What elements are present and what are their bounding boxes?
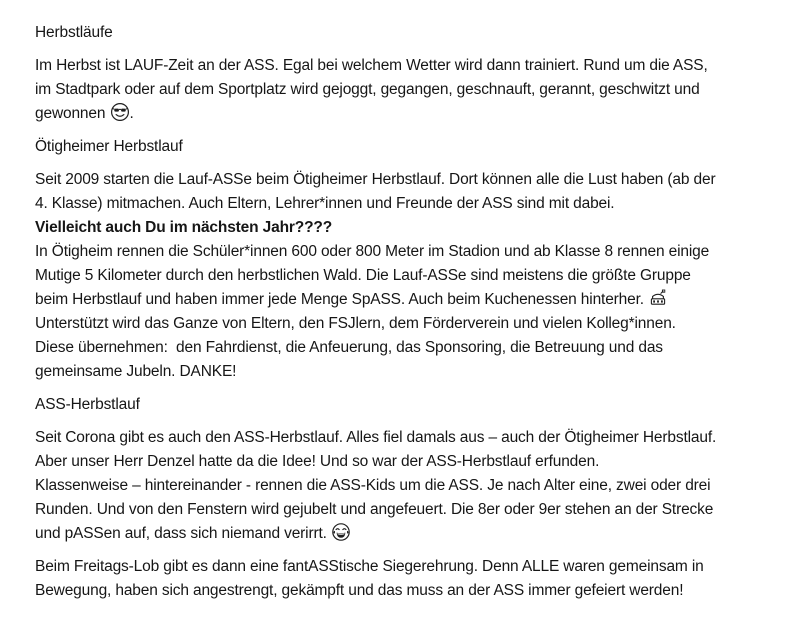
ass-herbstlauf-paragraph bbox=[35, 426, 784, 546]
text-run: im Stadtpark oder auf dem Sportplatz wird gejoggt, gegangen, geschnauft, gerannt, geschwitzt und bbox=[35, 81, 700, 98]
text-line bbox=[35, 102, 784, 126]
text-line bbox=[35, 450, 784, 474]
heading-line bbox=[35, 135, 784, 159]
bold-text-run: Vielleicht auch Du im nächsten Jahr???? bbox=[35, 219, 333, 236]
text-run: 4. Klasse) mitmachen. Auch Eltern, Lehrer*innen und Freunde der ASS sind mit dabei. bbox=[35, 195, 615, 212]
text-run: In Ötigheim rennen die Schüler*innen 600 oder 800 Meter im Stadion und ab Klasse 8 rennen einige bbox=[35, 243, 710, 260]
section-title-ass-herbstlauf bbox=[35, 393, 784, 417]
text-run: gemeinsame Jubeln. DANKE! bbox=[35, 363, 237, 380]
text-line bbox=[35, 426, 784, 450]
smiling-face-with-sunglasses-emoji-icon bbox=[110, 102, 130, 122]
text-line bbox=[35, 192, 784, 216]
text-line bbox=[35, 555, 784, 579]
text-run: Diese übernehmen: den Fahrdienst, die Anfeuerung, das Sponsoring, die Betreuung und das bbox=[35, 339, 663, 356]
text-run: Unterstützt wird das Ganze von Eltern, den FSJlern, dem Förderverein und vielen Kolleg*innen. bbox=[35, 315, 676, 332]
text-run: ASS-Herbstlauf bbox=[35, 396, 140, 413]
text-run: Runden. Und von den Fenstern wird gejubelt und angefeuert. Die 8er oder 9er stehen an der Strecke bbox=[35, 501, 714, 518]
document-content bbox=[35, 21, 784, 603]
text-line bbox=[35, 288, 784, 312]
text-run: Ötigheimer Herbstlauf bbox=[35, 138, 183, 155]
oetigheimer-paragraph bbox=[35, 168, 784, 384]
text-run: und pASSen auf, dass sich niemand verirrt. bbox=[35, 525, 331, 542]
text-run: . bbox=[129, 105, 134, 122]
birthday-cake-emoji-icon bbox=[648, 288, 668, 308]
text-line bbox=[35, 336, 784, 360]
text-run: Herbstläufe bbox=[35, 24, 113, 41]
text-run: Mutige 5 Kilometer durch den herbstlichen Wald. Die Lauf-ASSe sind meistens die größte Gruppe bbox=[35, 267, 691, 284]
heading-line bbox=[35, 393, 784, 417]
text-line bbox=[35, 240, 784, 264]
text-run: Klassenweise – hintereinander - rennen die ASS-Kids um die ASS. Je nach Alter eine, zwei oder drei bbox=[35, 477, 711, 494]
closing-paragraph bbox=[35, 555, 784, 603]
text-run: beim Herbstlauf und haben immer jede Menge SpASS. Auch beim Kuchenessen hinterher. bbox=[35, 291, 649, 308]
heading-line bbox=[35, 21, 784, 45]
text-run: Beim Freitags-Lob gibt es dann eine fantASStische Siegerehrung. Denn ALLE waren gemeinsam in bbox=[35, 558, 704, 575]
intro-paragraph bbox=[35, 54, 784, 126]
text-run: Seit Corona gibt es auch den ASS-Herbstlauf. Alles fiel damals aus – auch der Ötigheimer Herbstlauf. bbox=[35, 429, 717, 446]
text-line bbox=[35, 312, 784, 336]
text-line bbox=[35, 168, 784, 192]
section-title-oetigheimer-herbstlauf bbox=[35, 135, 784, 159]
text-line bbox=[35, 78, 784, 102]
face-with-tears-of-joy-emoji-icon bbox=[331, 522, 351, 542]
text-run: Seit 2009 starten die Lauf-ASSe beim Ötigheimer Herbstlauf. Dort können alle die Lust haben (ab der bbox=[35, 171, 716, 188]
text-line bbox=[35, 54, 784, 78]
text-line bbox=[35, 360, 784, 384]
section-title-herbstlaeufe bbox=[35, 21, 784, 45]
text-run: Im Herbst ist LAUF-Zeit an der ASS. Egal bei welchem Wetter wird dann trainiert. Rund um die ASS, bbox=[35, 57, 708, 74]
text-run: Bewegung, haben sich angestrengt, gekämpft und das muss an der ASS immer gefeiert werden! bbox=[35, 582, 684, 599]
text-line bbox=[35, 522, 784, 546]
text-line bbox=[35, 264, 784, 288]
text-line bbox=[35, 216, 784, 240]
text-line bbox=[35, 579, 784, 603]
text-run: gewonnen bbox=[35, 105, 110, 122]
text-line bbox=[35, 474, 784, 498]
text-run: Aber unser Herr Denzel hatte da die Idee! Und so war der ASS-Herbstlauf erfunden. bbox=[35, 453, 600, 470]
text-line bbox=[35, 498, 784, 522]
